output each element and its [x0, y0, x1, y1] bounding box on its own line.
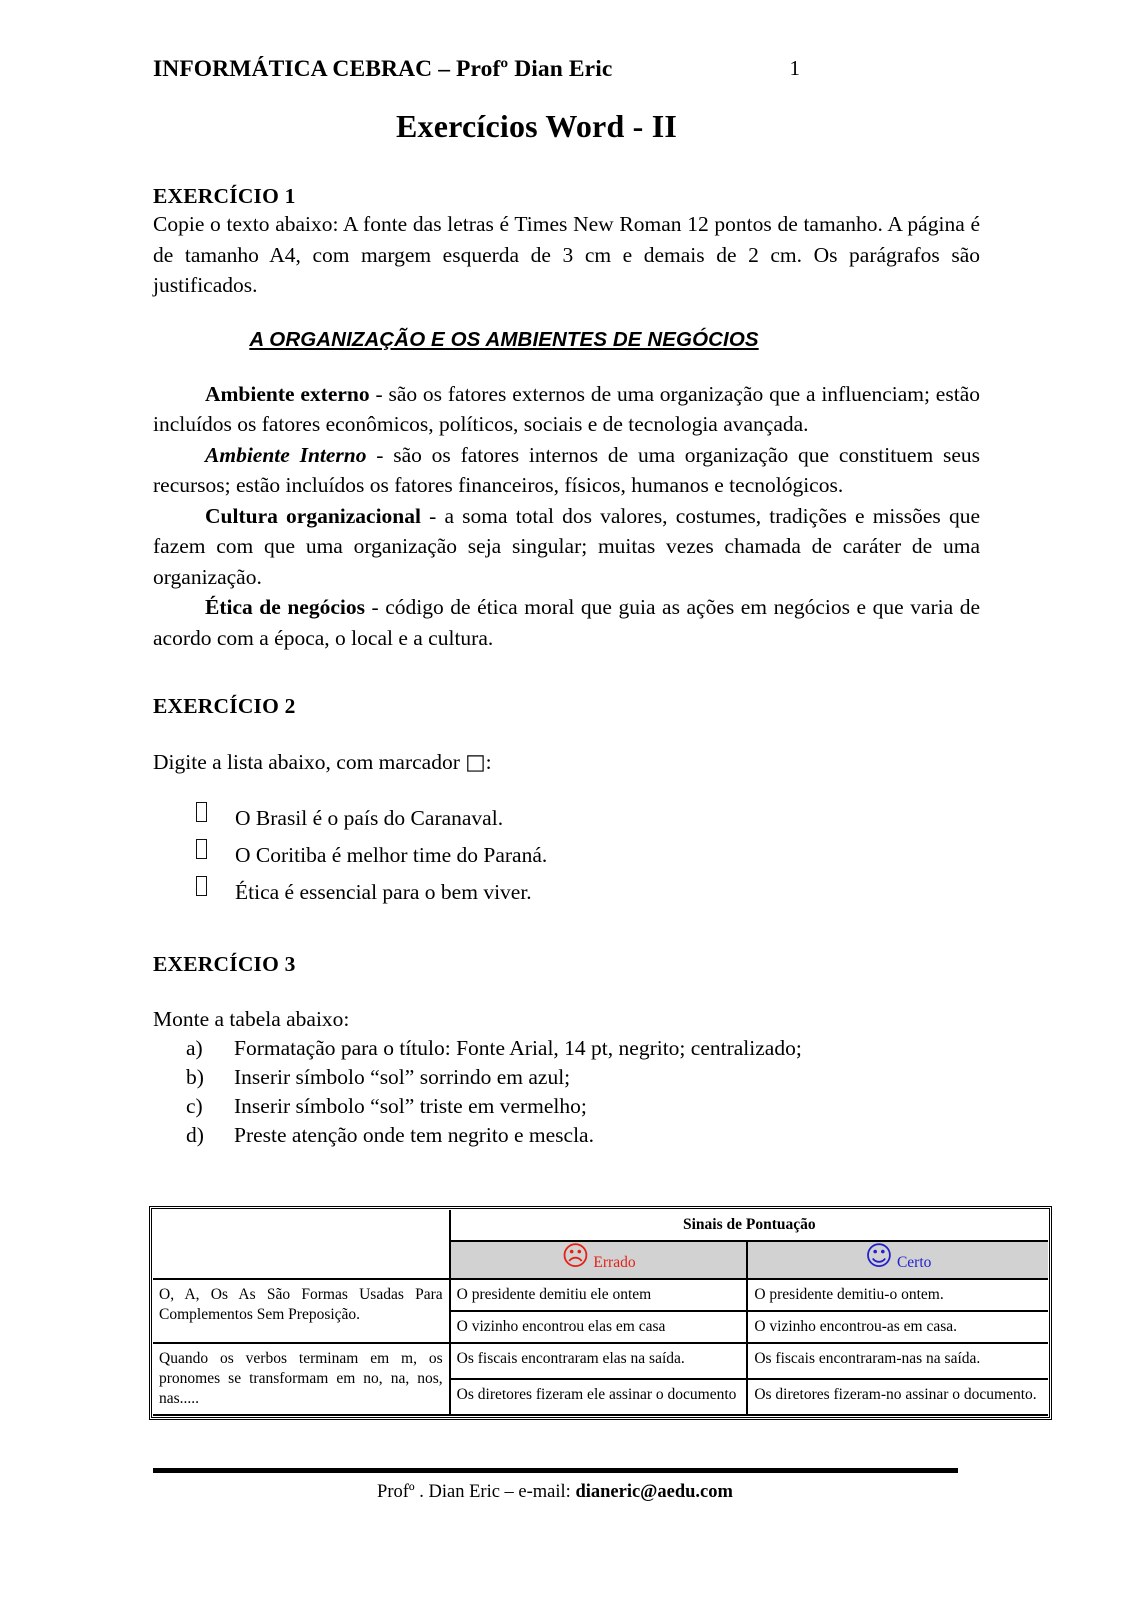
footer-divider — [153, 1468, 958, 1473]
exercise-3-heading: EXERCÍCIO 3 — [153, 952, 296, 976]
bullet-box-icon — [196, 802, 207, 822]
footer-email: dianeric@aedu.com — [575, 1482, 733, 1502]
definition-term: Ambiente externo — [205, 381, 370, 406]
table-cell-errado: Os diretores fizeram ele assinar o documento — [450, 1379, 748, 1415]
exercise-2-list — [153, 800, 980, 911]
list-item — [153, 1063, 980, 1092]
table-row — [153, 1343, 1048, 1379]
table-cell-errado: O presidente demitiu ele ontem — [450, 1279, 748, 1311]
smiling-face-icon: ☺ — [864, 1241, 894, 1272]
definition-term: Ética de negócios — [205, 595, 365, 619]
table-row — [153, 1210, 1048, 1241]
exercise-2-heading: EXERCÍCIO 2 — [153, 694, 296, 718]
list-item-label: a) — [186, 1036, 203, 1060]
page-number: 1 — [789, 56, 800, 80]
list-item-text: Formatação para o título: Fonte Arial, 14 pt, negrito; centralizado; — [234, 1036, 802, 1060]
frowning-face-icon: ☹ — [561, 1241, 590, 1272]
list-item-text: Preste atenção onde tem negrito e mescla. — [234, 1123, 594, 1147]
table-header-errado-label: Errado — [593, 1254, 636, 1271]
table-rule-cell: Quando os verbos terminam em m, os pronomes se transformam em no, na, nos, nas..... — [153, 1343, 450, 1415]
exercise-3-lead: Monte a tabela abaixo: — [153, 1007, 350, 1031]
footer-prefix: Profº . Dian Eric – e-mail: — [377, 1482, 576, 1502]
bullet-box-icon — [196, 839, 207, 859]
table-cell-certo: Os fiscais encontraram-nas na saída. — [747, 1343, 1048, 1379]
definition-paragraph — [153, 501, 980, 593]
table-header-errado — [450, 1241, 748, 1279]
exercise-2-lead — [153, 747, 980, 778]
table-cell-errado: Os fiscais encontraram elas na saída. — [450, 1343, 748, 1379]
table-cell-certo: Os diretores fizeram-no assinar o documento. — [747, 1379, 1048, 1415]
document-footer — [0, 1482, 1130, 1503]
list-item — [153, 1034, 980, 1063]
list-item-label: c) — [186, 1094, 203, 1118]
definition-term: Ambiente Interno — [205, 442, 367, 467]
exercise-3-list — [153, 1034, 980, 1150]
page-title: Exercícios Word - II — [395, 108, 678, 144]
exercise-1-subheading: A ORGANIZAÇÃO E OS AMBIENTES DE NEGÓCIOS — [249, 327, 759, 351]
exercise-1-intro: Copie o texto abaixo: A fonte das letras é Times New Roman 12 pontos de tamanho. A página é de tamanho A4, com margem esquerda de 3 cm e demais de 2 cm. Os parágrafos são justificados. — [153, 212, 980, 297]
list-item-text: Inserir símbolo “sol” sorrindo em azul; — [234, 1065, 571, 1089]
list-item — [153, 1121, 980, 1150]
table-cell-errado: O vizinho encontrou elas em casa — [450, 1311, 748, 1343]
definition-term: Cultura organizacional — [205, 503, 421, 528]
definition-paragraph — [153, 379, 980, 440]
exercise-2-lead-after: : — [485, 750, 492, 774]
definition-text: - são os fatores externos de uma organização que a influenciam; estão incluídos os fatores econômicos, políticos, sociais e de tecnologia avançada. — [153, 381, 980, 436]
definitions-block — [153, 379, 980, 654]
table-header-certo-label: Certo — [896, 1254, 932, 1271]
table-row — [153, 1279, 1048, 1311]
punctuation-table — [153, 1210, 1048, 1416]
list-item — [153, 837, 980, 874]
definition-paragraph — [153, 592, 980, 653]
definition-text: - a soma total dos valores, costumes, tradições e missões que fazem com que uma organização seja singular; muitas vezes chamada de caráter de uma organização. — [153, 503, 980, 589]
document-header — [153, 0, 980, 82]
table-cell-certo: O presidente demitiu-o ontem. — [747, 1279, 1048, 1311]
list-item-label: b) — [186, 1065, 204, 1089]
list-item-text: O Coritiba é melhor time do Paraná. — [235, 843, 548, 867]
definition-paragraph — [153, 440, 980, 501]
list-item-label: d) — [186, 1123, 204, 1147]
definition-text: - são os fatores internos de uma organização que constituem seus recursos; estão incluídos os fatores financeiros, físicos, humanos e tecnológicos. — [153, 442, 981, 497]
header-title: INFORMÁTICA CEBRAC – Profº Dian Eric — [153, 56, 613, 82]
list-item — [153, 1092, 980, 1121]
table-title-cell: Sinais de Pontuação — [683, 1216, 816, 1233]
table-rule-cell: O, A, Os As São Formas Usadas Para Complementos Sem Preposição. — [153, 1279, 450, 1343]
table-cell-certo: O vizinho encontrou-as em casa. — [747, 1311, 1048, 1343]
table-cell-empty — [153, 1210, 450, 1279]
bullet-marker-icon: □ — [465, 750, 486, 775]
table-header-certo — [747, 1241, 1048, 1279]
definition-text: - código de ética moral que guia as ações em negócios e que varia de acordo com a época, o local e a cultura. — [153, 595, 980, 650]
list-item — [153, 800, 980, 837]
punctuation-table-wrapper — [149, 1206, 1052, 1420]
exercise-1-heading: EXERCÍCIO 1 — [153, 184, 296, 208]
list-item — [153, 874, 980, 911]
list-item-text: O Brasil é o país do Caranaval. — [235, 806, 504, 830]
bullet-box-icon — [196, 876, 207, 896]
list-item-text: Ética é essencial para o bem viver. — [235, 880, 532, 904]
list-item-text: Inserir símbolo “sol” triste em vermelho; — [234, 1094, 587, 1118]
exercise-2-lead-before: Digite a lista abaixo, com marcador — [153, 750, 466, 774]
